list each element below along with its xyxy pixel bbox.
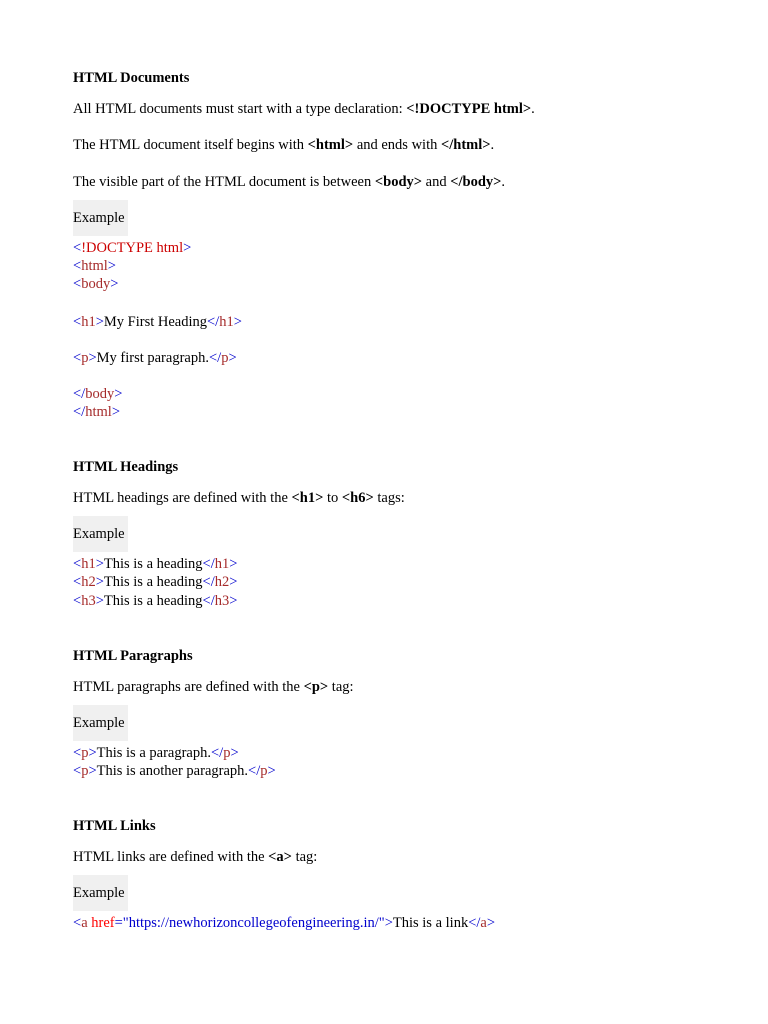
- code-line-html-open: [73, 257, 116, 275]
- code-content: My first paragraph.: [96, 350, 209, 366]
- text-span: and: [422, 174, 451, 190]
- code-bracket: <: [73, 314, 82, 330]
- text-span: HTML paragraphs are defined with the: [73, 679, 304, 695]
- paragraph-doctype: [73, 100, 535, 118]
- code-bracket: <: [73, 574, 82, 590]
- code-tag: p: [221, 350, 229, 366]
- code-bracket: <: [73, 593, 82, 609]
- code-line-h3-heading: [73, 592, 237, 610]
- code-content: This is a heading: [103, 574, 203, 590]
- code-tag: h2: [214, 574, 230, 590]
- code-tag: h1: [81, 314, 96, 330]
- code-tag: html: [81, 258, 108, 274]
- section-heading-html-paragraphs: HTML Paragraphs: [73, 648, 193, 664]
- code-attr-value: "https://newhorizoncollegeofengineering.in/": [122, 915, 385, 931]
- code-content: This is a heading: [103, 556, 203, 572]
- text-span: and ends with: [353, 137, 441, 153]
- code-tag: a: [480, 915, 487, 931]
- code-tag: h3: [81, 593, 96, 609]
- code-line-body-close: [73, 385, 122, 403]
- text-span: .: [531, 101, 535, 117]
- section-heading-html-links: HTML Links: [73, 818, 156, 834]
- code-line-body-open: [73, 275, 118, 293]
- code-bracket: >: [114, 386, 123, 402]
- example-label: Example: [73, 516, 128, 552]
- code-tag: p: [223, 745, 231, 761]
- code-bracket: </: [73, 386, 86, 402]
- bold-code-span: <body>: [374, 174, 423, 190]
- code-content: This is another paragraph.: [96, 763, 249, 779]
- code-line-p-2: [73, 762, 276, 780]
- code-bracket: <: [73, 915, 82, 931]
- code-line-p-1: [73, 744, 239, 762]
- text-span: tag:: [328, 679, 354, 695]
- code-tag: h1: [81, 556, 96, 572]
- section-heading-html-headings: HTML Headings: [73, 459, 179, 475]
- bold-code-span: <a>: [268, 849, 292, 865]
- code-bracket: >: [233, 314, 242, 330]
- code-bracket: <: [73, 240, 82, 256]
- paragraph-paragraphs: [73, 678, 354, 696]
- code-bracket: >: [111, 404, 120, 420]
- code-bracket: </: [206, 314, 220, 330]
- code-tag: p: [81, 763, 89, 779]
- code-bracket: </: [468, 915, 481, 931]
- code-bracket: >: [95, 593, 104, 609]
- text-span: tags:: [373, 490, 405, 506]
- text-span: All HTML documents must start with a type declaration:: [73, 101, 407, 117]
- paragraph-visible-part: [73, 173, 505, 191]
- paragraph-html-begin-end: [73, 136, 494, 154]
- code-bracket: >: [229, 574, 238, 590]
- code-bracket: >: [230, 745, 239, 761]
- document-page: [73, 0, 753, 1024]
- code-tag: body: [81, 276, 111, 292]
- code-bracket: >: [95, 556, 104, 572]
- code-content: This is a heading: [103, 593, 203, 609]
- code-line-anchor: [73, 914, 495, 932]
- text-span: HTML headings are defined with the: [73, 490, 292, 506]
- code-line-h2-heading: [73, 573, 237, 591]
- code-bracket: >: [88, 763, 97, 779]
- code-bracket: >: [107, 258, 116, 274]
- example-label: Example: [73, 200, 128, 236]
- code-tag: html: [85, 404, 112, 420]
- code-bracket: </: [202, 556, 215, 572]
- code-attr: href: [91, 915, 115, 931]
- code-bracket: <: [73, 258, 82, 274]
- code-bracket: <: [73, 350, 82, 366]
- code-bracket: </: [202, 574, 215, 590]
- code-bracket: </: [248, 763, 261, 779]
- code-line-h1-heading: [73, 555, 237, 573]
- code-bracket: >: [229, 593, 238, 609]
- text-span: tag:: [291, 849, 318, 865]
- paragraph-links: [73, 848, 317, 866]
- example-label: Example: [73, 875, 128, 911]
- example-label: Example: [73, 705, 128, 741]
- section-heading-html-documents: HTML Documents: [73, 70, 190, 86]
- code-bracket: >: [384, 915, 393, 931]
- code-content: This is a link: [392, 915, 469, 931]
- code-line-h1: [73, 313, 242, 331]
- code-bracket: >: [95, 574, 104, 590]
- bold-code-span: <h6>: [341, 490, 374, 506]
- text-span: HTML links are defined with the: [73, 849, 269, 865]
- code-line-html-close: [73, 403, 120, 421]
- code-bracket: >: [486, 915, 496, 931]
- code-bracket: >: [267, 763, 276, 779]
- code-bracket: </: [210, 745, 224, 761]
- code-tag: p: [81, 745, 89, 761]
- code-bracket: </: [202, 593, 215, 609]
- text-span: .: [490, 137, 495, 153]
- code-tag: h1: [219, 314, 234, 330]
- bold-code-span: <p>: [303, 679, 329, 695]
- code-line-doctype: [73, 239, 191, 257]
- code-bracket: <: [73, 763, 82, 779]
- code-tag: p: [81, 350, 89, 366]
- code-tag: h3: [214, 593, 230, 609]
- text-span: to: [323, 490, 342, 506]
- paragraph-headings: [73, 489, 405, 507]
- code-bracket: >: [228, 350, 237, 366]
- code-bracket: >: [183, 240, 192, 256]
- code-tag: h2: [81, 574, 96, 590]
- code-bracket: >: [229, 556, 238, 572]
- code-tag: a: [81, 915, 88, 931]
- code-content: This is a paragraph.: [96, 745, 211, 761]
- code-tag: !DOCTYPE html: [81, 240, 184, 256]
- code-line-p: [73, 349, 237, 367]
- text-span: The visible part of the HTML document is between: [73, 174, 375, 190]
- code-bracket: <: [73, 276, 82, 292]
- code-bracket: </: [208, 350, 222, 366]
- bold-code-span: <!DOCTYPE html>: [406, 101, 532, 117]
- text-span: .: [501, 174, 506, 190]
- code-bracket: <: [73, 556, 82, 572]
- code-equals: =: [114, 915, 123, 931]
- bold-code-span: </body>: [450, 174, 502, 190]
- code-bracket: </: [73, 404, 86, 420]
- code-tag: p: [260, 763, 268, 779]
- code-bracket: >: [88, 745, 97, 761]
- code-bracket: >: [110, 276, 119, 292]
- code-bracket: <: [73, 745, 82, 761]
- code-content: My First Heading: [103, 314, 207, 330]
- code-bracket: >: [88, 350, 97, 366]
- text-span: The HTML document itself begins with: [73, 137, 308, 153]
- bold-code-span: </html>: [440, 137, 491, 153]
- code-bracket: >: [95, 314, 104, 330]
- code-tag: body: [85, 386, 115, 402]
- bold-code-span: <html>: [307, 137, 354, 153]
- bold-code-span: <h1>: [291, 490, 324, 506]
- code-tag: h1: [214, 556, 230, 572]
